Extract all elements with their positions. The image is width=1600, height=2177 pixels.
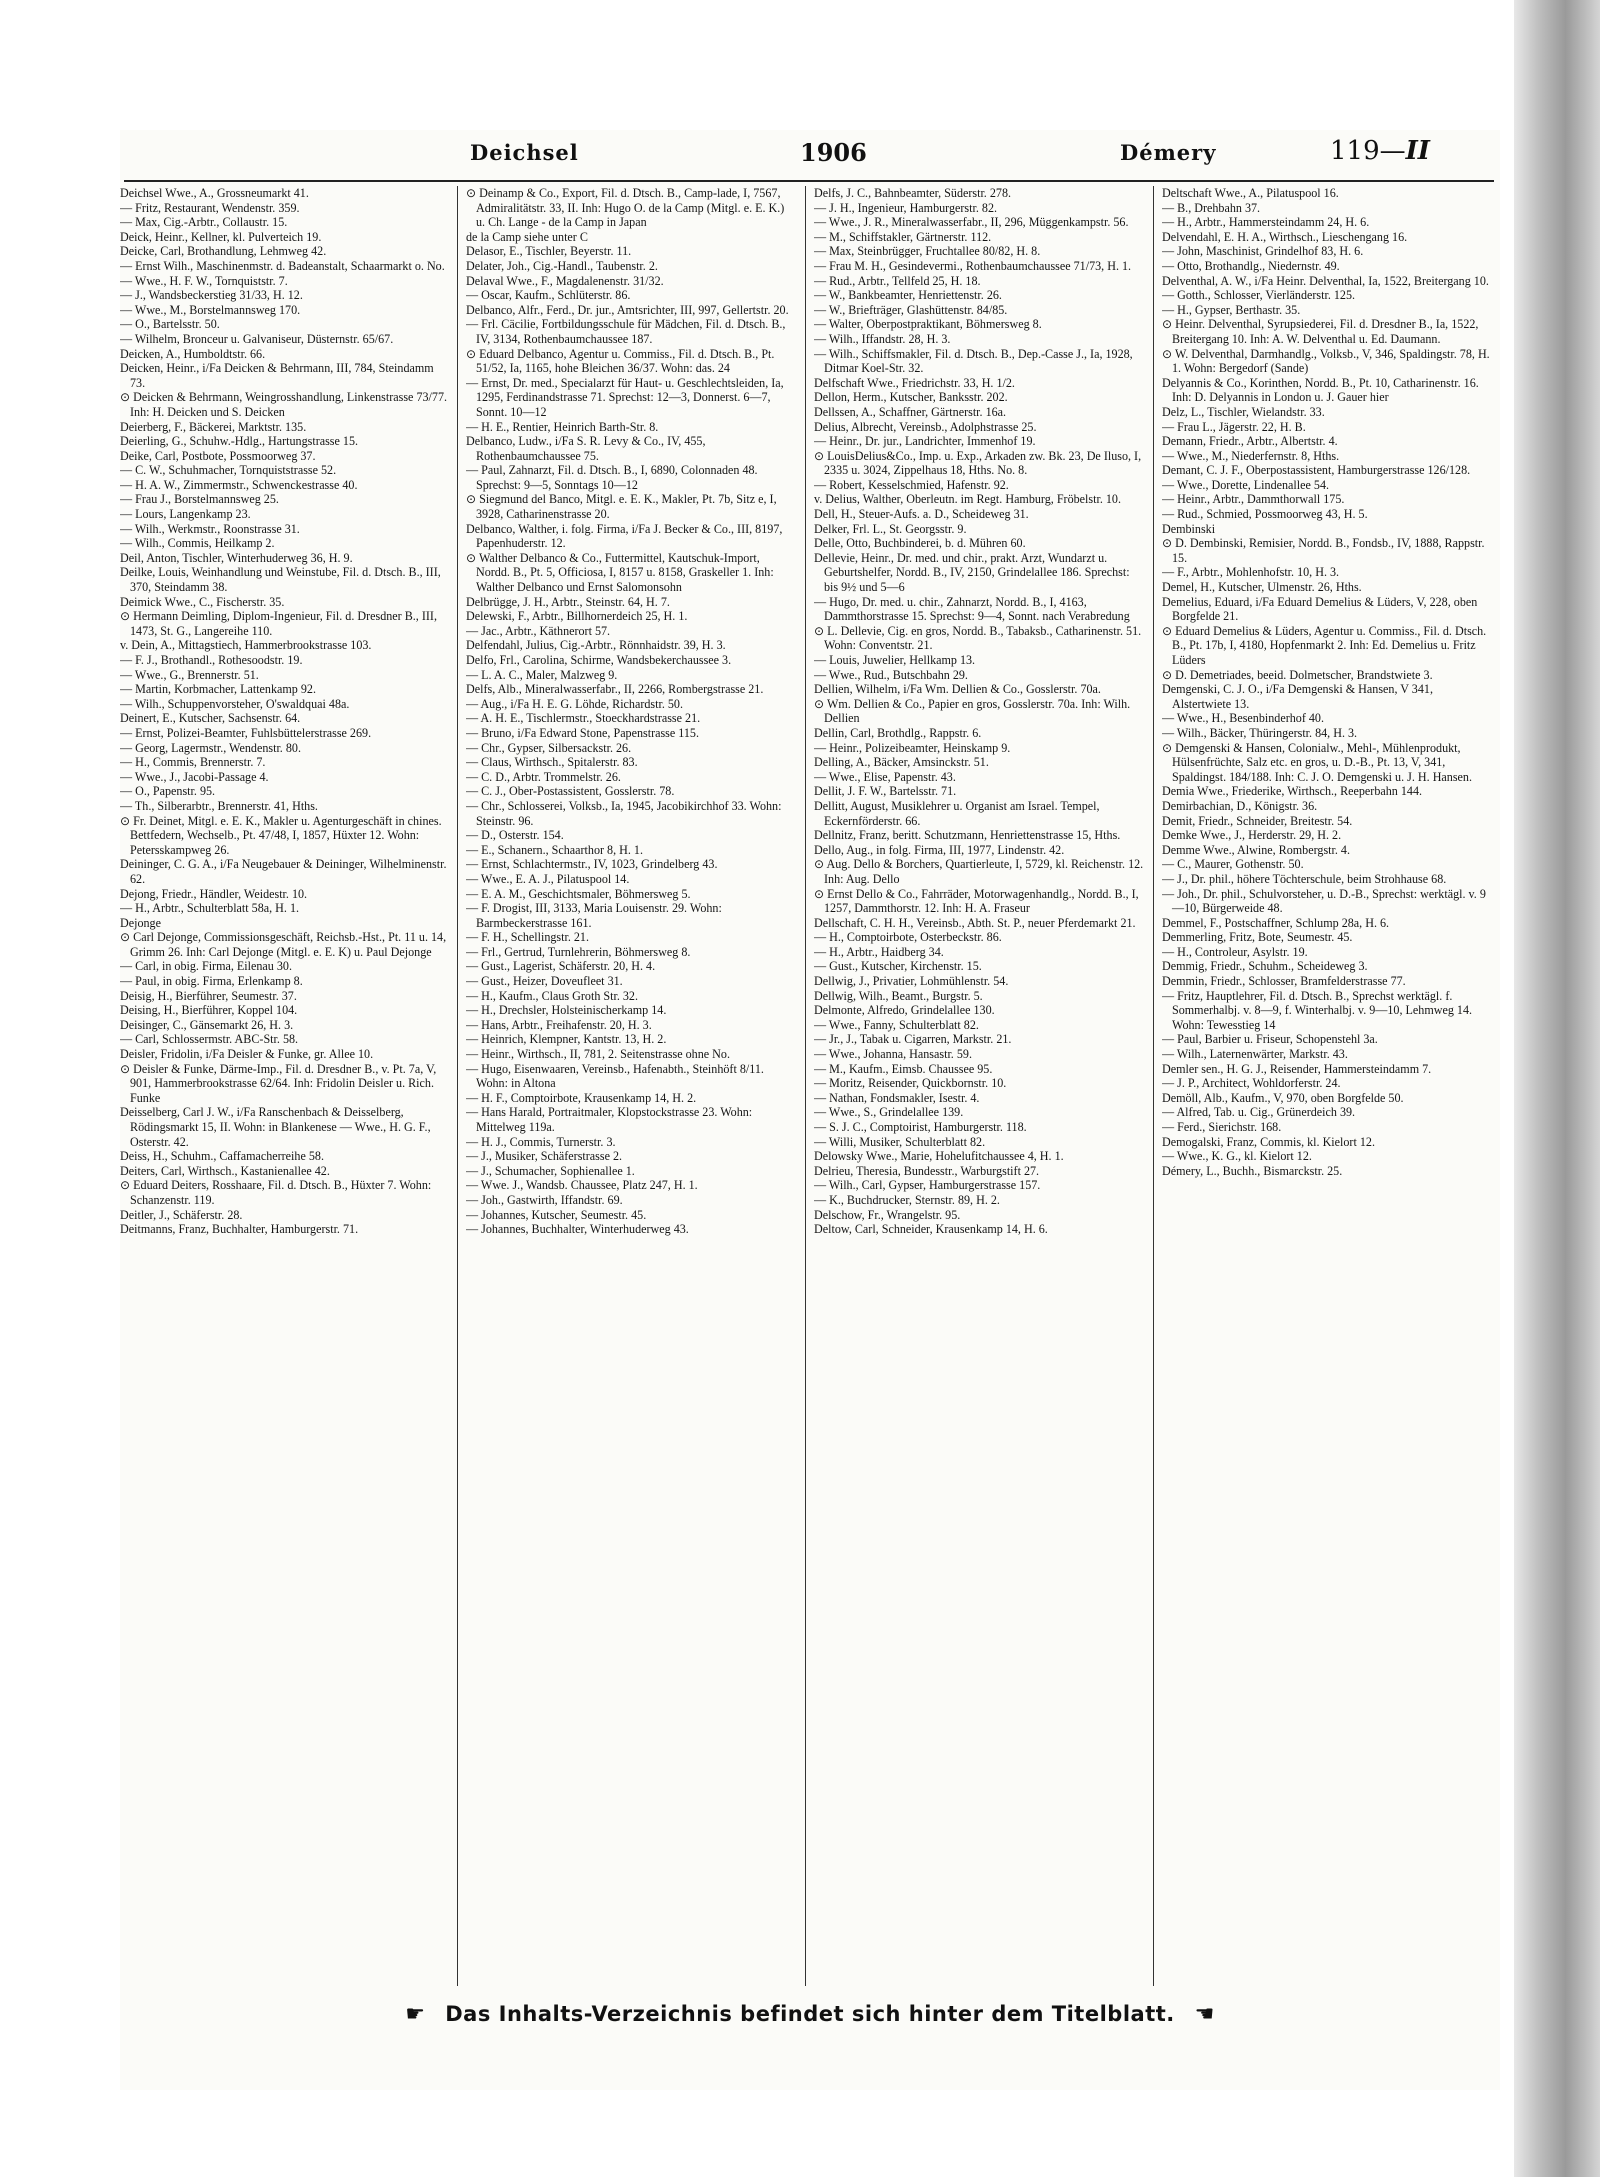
column-divider <box>457 186 458 1986</box>
directory-entry: — H., Controleur, Asylstr. 19. <box>1162 944 1308 959</box>
directory-entry: ⊙ Walther Delbanco & Co., Futtermittel, Kautschuk-Import, Nordd. B., Pt. 5, Officiosa, I, 8157 u. 8158, Graskeller 1. Inh: Walther Delbanco und Ernst Salomonsohn <box>466 550 774 595</box>
directory-entry: — Wwe., H., Besenbinderhof 40. <box>1162 711 1325 726</box>
directory-entry: Delater, Joh., Cig.-Handl., Taubenstr. 2. <box>466 258 658 273</box>
directory-entry: Delbanco, Alfr., Ferd., Dr. jur., Amtsrichter, III, 997, Gellertstr. 20. <box>466 302 789 317</box>
directory-entry: Deinert, E., Kutscher, Sachsenstr. 64. <box>120 711 301 726</box>
directory-entry: Delventhal, A. W., i/Fa Heinr. Delventhal, Ia, 1522, Breitergang 10. <box>1162 273 1489 288</box>
directory-entry: — Ernst, Dr. med., Specialarzt für Haut- u. Geschlechtsleiden, Ia, 1295, Ferdinandstrasse 71. Sprechst: 12—3, Donnerst. 6—7, Sonnt. 10—12 <box>466 375 784 419</box>
directory-entry: Demit, Friedr., Schneider, Breitestr. 54. <box>1162 813 1353 828</box>
directory-entry: — Wwe., S., Grindelallee 139. <box>814 1105 964 1120</box>
directory-entry: — Rud., Arbtr., Tellfeld 25, H. 18. <box>814 273 981 288</box>
directory-entry: Demme Wwe., Alwine, Rombergstr. 4. <box>1162 842 1350 857</box>
directory-entry: Deisler, Fridolin, i/Fa Deisler & Funke, gr. Allee 10. <box>120 1047 374 1062</box>
directory-entry: — H., Gypser, Berthastr. 35. <box>1162 302 1301 317</box>
directory-entry: — B., Drehbahn 37. <box>1162 200 1261 215</box>
directory-entry: Deicken, A., Humboldtstr. 66. <box>120 346 266 361</box>
directory-entry: Dellevie, Heinr., Dr. med. und chir., prakt. Arzt, Wundarzt u. Geburtshelfer, Nordd. B., IV, 2150, Grindelallee 186. Sprechst: bis 9½ und 5—6 <box>814 550 1130 595</box>
directory-entry: — Wwe. J., Wandsb. Chaussee, Platz 247, H. 1. <box>466 1178 698 1193</box>
directory-entry: Delling, A., Bäcker, Amsinckstr. 51. <box>814 755 989 770</box>
directory-entry: Deininger, C. G. A., i/Fa Neugebauer & Deininger, Wilhelminenstr. 62. <box>120 857 447 886</box>
directory-entry: — Max, Steinbrügger, Fruchtallee 80/82, H. 8. <box>814 244 1041 259</box>
directory-entry: — H. J., Commis, Turnerstr. 3. <box>466 1134 616 1149</box>
directory-entry: — Wwe., H. F. W., Tornquiststr. 7. <box>120 273 288 288</box>
scan-edge-shadow <box>1514 0 1600 2177</box>
directory-entry: — H. E., Rentier, Heinrich Barth-Str. 8. <box>466 419 659 434</box>
directory-entry: — Robert, Kesselschmied, Hafenstr. 92. <box>814 477 1009 492</box>
directory-entry: Deitmanns, Franz, Buchhalter, Hamburgerstr. 71. <box>120 1222 359 1237</box>
directory-entry: — Wwe., K. G., kl. Kielort 12. <box>1162 1149 1312 1164</box>
directory-entry: — Wwe., Fanny, Schulterblatt 82. <box>814 1017 979 1032</box>
directory-entry: — F., Arbtr., Mohlenhofstr. 10, H. 3. <box>1162 565 1340 580</box>
directory-entry: Delyannis & Co., Korinthen, Nordd. B., Pt. 10, Catharinenstr. 16. Inh: D. Delyannis in London u. J. Gauer hier <box>1162 375 1479 405</box>
directory-entry: Demöll, Alb., Kaufm., V, 970, oben Borgfelde 50. <box>1162 1090 1404 1105</box>
directory-entry: — Frau M. H., Gesindevermi., Rothenbaumchaussee 71/73, H. 1. <box>814 258 1132 273</box>
directory-entry: — Max, Cig.-Arbtr., Collaustr. 15. <box>120 215 288 230</box>
directory-entry: — E., Schanern., Schaarthor 8, H. 1. <box>466 842 643 857</box>
directory-entry: — Otto, Brothandlg., Niedernstr. 49. <box>1162 258 1340 273</box>
directory-entry: — D., Osterstr. 154. <box>466 828 564 843</box>
directory-entry: ⊙ W. Delventhal, Darmhandlg., Volksb., V, 346, Spaldingstr. 78, H. 1. Wohn: Bergedorf (Sande) <box>1162 346 1490 376</box>
directory-entry: Deicken, Heinr., i/Fa Deicken & Behrmann, III, 784, Steindamm 73. <box>120 361 434 390</box>
directory-entry: — Heinrich, Klempner, Kantstr. 13, H. 2. <box>466 1032 667 1047</box>
directory-entry: Dello, Aug., in folg. Firma, III, 1977, Lindenstr. 42. <box>814 842 1065 857</box>
directory-entry: Demmerling, Fritz, Bote, Seumestr. 45. <box>1162 930 1353 945</box>
directory-entry: Dellwig, J., Privatier, Lohmühlenstr. 54. <box>814 974 1009 989</box>
directory-entry: — Frl. Cäcilie, Fortbildungsschule für Mädchen, Fil. d. Dtsch. B., IV, 3134, Rothenbaumchaussee 187. <box>466 317 786 346</box>
directory-entry: Delfo, Frl., Carolina, Schirme, Wandsbekerchaussee 3. <box>466 653 732 667</box>
directory-entry: — Moritz, Reisender, Quickbornstr. 10. <box>814 1076 1007 1091</box>
directory-entry: Dejonge <box>120 915 161 930</box>
directory-entry: Deltschaft Wwe., A., Pilatuspool 16. <box>1162 186 1339 200</box>
directory-entry: — Willi, Musiker, Schulterblatt 82. <box>814 1134 986 1149</box>
directory-entry: — W., Briefträger, Glashüttenstr. 84/85. <box>814 302 1008 317</box>
column-divider <box>1153 186 1154 1986</box>
directory-entry: — Gust., Kutscher, Kirchenstr. 15. <box>814 959 982 974</box>
directory-entry: — Wilh., Werkmstr., Roonstrasse 31. <box>120 521 300 536</box>
footer-notice <box>120 2002 1500 2042</box>
directory-entry: ⊙ Ernst Dello & Co., Fahrräder, Motorwagenhandlg., Nordd. B., I, 1257, Dammthorstr. 12. Inh: H. A. Fraseur <box>814 886 1139 916</box>
directory-entry: ⊙ LouisDelius&Co., Imp. u. Exp., Arkaden zw. Bk. 23, De Iluso, I, 2335 u. 3024, Zippelhaus 18, Hths. No. 8. <box>814 448 1142 478</box>
directory-entry: — Ernst, Schlachtermstr., IV, 1023, Grindelberg 43. <box>466 857 718 872</box>
directory-entry: — Wwe., Johanna, Hansastr. 59. <box>814 1047 972 1062</box>
directory-entry: Dellschaft, C. H. H., Vereinsb., Abth. St. P., neuer Pferdemarkt 21. <box>814 915 1136 930</box>
directory-entry: Demmel, F., Postschaffner, Schlump 28a, H. 6. <box>1162 915 1390 930</box>
directory-entry: — Frau L., Jägerstr. 22, H. B. <box>1162 419 1306 434</box>
directory-entry: — Carl, Schlossermstr. ABC-Str. 58. <box>120 1032 299 1047</box>
directory-entry: — C. W., Schuhmacher, Tornquiststrasse 52. <box>120 463 337 478</box>
directory-entry: Dejong, Friedr., Händler, Weidestr. 10. <box>120 886 308 901</box>
directory-entry: Delker, Frl. L., St. Georgsstr. 9. <box>814 521 967 536</box>
directory-entry: — Paul, in obig. Firma, Erlenkamp 8. <box>120 974 303 989</box>
directory-entry: — J. H., Ingenieur, Hamburgerstr. 82. <box>814 200 998 215</box>
directory-entry: Delz, L., Tischler, Wielandstr. 33. <box>1162 404 1325 419</box>
directory-entry: — Wilhelm, Bronceur u. Galvaniseur, Düsternstr. 65/67. <box>120 331 394 346</box>
directory-entry: v. Delius, Walther, Oberleutn. im Regt. Hamburg, Fröbelstr. 10. <box>814 492 1122 507</box>
directory-entry: Delmonte, Alfredo, Grindelallee 130. <box>814 1003 995 1018</box>
directory-entry: — J. P., Architect, Wohldorferstr. 24. <box>1162 1076 1341 1091</box>
directory-entry: Demirbachian, D., Königstr. 36. <box>1162 798 1318 813</box>
directory-entry: — C. D., Arbtr. Trommelstr. 26. <box>466 769 621 784</box>
directory-entry: — Wwe., Rud., Butschbahn 29. <box>814 667 968 682</box>
directory-entry: — Wwe., J., Jacobi-Passage 4. <box>120 769 269 784</box>
entries-columns <box>120 186 1500 1996</box>
header-rule <box>124 180 1494 182</box>
header-last-name: Démery <box>1120 140 1217 165</box>
directory-entry: — H. A. W., Zimmermstr., Schwenckestrasse 40. <box>120 477 358 492</box>
directory-entry: Demogalski, Franz, Commis, kl. Kielort 12. <box>1162 1134 1375 1149</box>
directory-entry: ⊙ Siegmund del Banco, Mitgl. e. E. K., Makler, Pt. 7b, Sitz e, I, 3928, Catharinenstrasse 20. <box>466 492 777 522</box>
directory-entry: Demelius, Eduard, i/Fa Eduard Demelius & Lüders, V, 228, oben Borgfelde 21. <box>1162 594 1478 624</box>
directory-entry: — Johannes, Buchhalter, Winterhuderweg 43. <box>466 1222 689 1237</box>
directory-entry: — Wilh., Iffandstr. 28, H. 3. <box>814 331 951 346</box>
directory-entry: — Hans, Arbtr., Freihafenstr. 20, H. 3. <box>466 1017 652 1032</box>
directory-entry: Demke Wwe., J., Herderstr. 29, H. 2. <box>1162 828 1342 843</box>
directory-entry: ⊙ Aug. Dello & Borchers, Quartierleute, I, 5729, kl. Reichenstr. 12. Inh: Aug. Dello <box>814 857 1144 886</box>
directory-entry: — Claus, Wirthsch., Spitalerstr. 83. <box>466 755 638 770</box>
directory-entry: Delfs, J. C., Bahnbeamter, Süderstr. 278. <box>814 186 1012 200</box>
directory-entry: — F. H., Schellingstr. 21. <box>466 930 589 945</box>
directory-entry: — Joh., Gastwirth, Iffandstr. 69. <box>466 1192 623 1207</box>
directory-entry: Dellssen, A., Schaffner, Gärtnerstr. 16a. <box>814 404 1007 419</box>
directory-entry: — Wilh., Schuppenvorsteher, O'swaldquai 48a. <box>120 696 350 711</box>
directory-entry: Delbrügge, J. H., Arbtr., Steinstr. 64, H. 7. <box>466 594 670 609</box>
directory-entry: Delewski, F., Arbtr., Billhornerdeich 25, H. 1. <box>466 609 688 624</box>
directory-entry: v. Dein, A., Mittagstiech, Hammerbrookstrasse 103. <box>120 638 372 653</box>
directory-entry: — Wwe., J. R., Mineralwasserfabr., II, 296, Müggenkampstr. 56. <box>814 215 1129 230</box>
directory-entry: ⊙ D. Dembinski, Remisier, Nordd. B., Fondsb., IV, 1888, Rappstr. 15. <box>1162 536 1485 565</box>
directory-entry: — Gust., Heizer, Doveufleet 31. <box>466 974 623 989</box>
directory-entry: Deising, H., Bierführer, Koppel 104. <box>120 1003 298 1018</box>
directory-entry: — M., Schiffstakler, Gärtnerstr. 112. <box>814 229 992 244</box>
directory-entry: — Nathan, Fondsmakler, Isestr. 4. <box>814 1090 980 1105</box>
page-number: 119—II <box>1330 136 1430 166</box>
directory-entry: Delfschaft Wwe., Friedrichstr. 33, H. 1/2. <box>814 375 1015 390</box>
directory-entry: — Joh., Dr. phil., Schulvorsteher, u. D.-B., Sprechst: werktägl. v. 9—10, Bürgerweide 48. <box>1162 886 1486 916</box>
directory-entry: — H., Arbtr., Hammersteindamm 24, H. 6. <box>1162 215 1370 230</box>
directory-entry: ⊙ Eduard Delbanco, Agentur u. Commiss., Fil. d. Dtsch. B., Pt. 51/52, Ia, 1165, hohe Bleichen 36/37. Wohn: das. 24 <box>466 346 775 376</box>
directory-entry: Demler sen., H. G. J., Reisender, Hammersteindamm 7. <box>1162 1061 1432 1076</box>
directory-entry: — Bruno, i/Fa Edward Stone, Papenstrasse 115. <box>466 725 699 740</box>
directory-entry: Deick, Heinr., Kellner, kl. Pulverteich 19. <box>120 229 322 244</box>
pointing-hand-right-icon: ☛ <box>405 2002 426 2027</box>
directory-entry: Delvendahl, E. H. A., Wirthsch., Lieschengang 16. <box>1162 229 1408 244</box>
directory-entry: — Gotth., Schlosser, Vierländerstr. 125. <box>1162 288 1356 303</box>
directory-entry: Deisig, H., Bierführer, Seumestr. 37. <box>120 988 297 1003</box>
directory-entry: — Gust., Lagerist, Schäferstr. 20, H. 4. <box>466 959 656 974</box>
directory-entry: Deiters, Carl, Wirthsch., Kastanienallee 42. <box>120 1163 330 1178</box>
directory-entry: — Chr., Gypser, Silbersackstr. 26. <box>466 740 632 755</box>
directory-entry: — Ernst Wilh., Maschinenmstr. d. Badeanstalt, Schaarmarkt o. No. <box>120 258 445 273</box>
running-head <box>120 130 1500 170</box>
directory-entry: — H., Drechsler, Holsteinischerkamp 14. <box>466 1003 667 1018</box>
directory-entry: Demmin, Friedr., Schlosser, Bramfelderstrasse 77. <box>1162 974 1406 989</box>
directory-entry: Delbanco, Ludw., i/Fa S. R. Levy & Co., IV, 455, Rothenbaumchaussee 75. <box>466 434 706 463</box>
directory-entry: — John, Maschinist, Grindelhof 83, H. 6. <box>1162 244 1364 259</box>
directory-entry: Delfs, Alb., Mineralwasserfabr., II, 2266, Rombergstrasse 21. <box>466 682 764 697</box>
directory-entry: Deilke, Louis, Weinhandlung und Weinstube, Fil. d. Dtsch. B., III, 370, Steindamm 38. <box>120 565 441 595</box>
directory-entry: ⊙ Deicken & Behrmann, Weingrosshandlung, Linkenstrasse 73/77. Inh: H. Deicken und S. Deicken <box>120 390 448 419</box>
directory-entry: — C., Maurer, Gothenstr. 50. <box>1162 857 1304 872</box>
directory-entry: Deike, Carl, Postbote, Possmoorweg 37. <box>120 448 316 463</box>
directory-entry: — J., Dr. phil., höhere Töchterschule, beim Strohhause 68. <box>1162 871 1447 886</box>
directory-entry: — Walter, Oberpostpraktikant, Böhmersweg 8. <box>814 317 1042 332</box>
directory-entry: Demmig, Friedr., Schuhm., Scheideweg 3. <box>1162 959 1368 974</box>
directory-entry: Dellien, Wilhelm, i/Fa Wm. Dellien & Co., Gosslerstr. 70a. <box>814 682 1101 697</box>
directory-entry: Deicke, Carl, Brothandlung, Lehmweg 42. <box>120 244 327 259</box>
directory-page <box>120 130 1500 2090</box>
directory-entry: — Wilh., Schiffsmakler, Fil. d. Dtsch. B., Dep.-Casse J., Ia, 1928, Ditmar Koel-Str. 32. <box>814 346 1133 376</box>
column-2 <box>466 186 796 1991</box>
directory-entry: — Martin, Korbmacher, Lattenkamp 92. <box>120 682 316 697</box>
directory-entry: Delius, Albrecht, Vereinsb., Adolphstrasse 25. <box>814 419 1037 434</box>
column-divider <box>805 186 806 1986</box>
directory-entry: ⊙ Carl Dejonge, Commissionsgeschäft, Reichsb.-Hst., Pt. 11 u. 14, Grimm 26. Inh: Carl Dejonge (Mitgl. e. E. K) u. Paul Dejonge <box>120 930 447 959</box>
directory-entry: Deisselberg, Carl J. W., i/Fa Ranschenbach & Deisselberg, Rödingsmarkt 15, II. Wohn: in Blankenese — Wwe., H. G. F., Osterstr. 42. <box>120 1105 431 1149</box>
directory-entry: ⊙ Eduard Demelius & Lüders, Agentur u. Commiss., Fil. d. Dtsch. B., Pt. 17b, I, 4180, Hopfenmarkt 2. Inh: Ed. Demelius u. Fritz Lüders <box>1162 623 1487 667</box>
directory-entry: — K., Buchdrucker, Sternstr. 89, H. 2. <box>814 1192 1000 1207</box>
directory-entry: — Wwe., M., Niederfernstr. 8, Hths. <box>1162 448 1340 463</box>
directory-entry: Dembinski <box>1162 521 1216 536</box>
directory-entry: Demant, C. J. F., Oberpostassistent, Hamburgerstrasse 126/128. <box>1162 463 1471 478</box>
directory-entry: Delowsky Wwe., Marie, Hohelufitchaussee 4, H. 1. <box>814 1149 1064 1164</box>
directory-entry: Deiss, H., Schuhm., Caffamacherreihe 58. <box>120 1149 324 1164</box>
directory-entry: — Hugo, Eisenwaaren, Vereinsb., Hafenabth., Steinhöft 8/11. Wohn: in Altona <box>466 1061 764 1091</box>
directory-entry: Démery, L., Buchh., Bismarckstr. 25. <box>1162 1163 1343 1178</box>
header-first-name: Deichsel <box>470 140 579 165</box>
directory-entry: Delasor, E., Tischler, Beyerstr. 11. <box>466 244 632 259</box>
directory-entry: — J., Schumacher, Sophienallee 1. <box>466 1163 635 1178</box>
directory-entry: — Johannes, Kutscher, Seumestr. 45. <box>466 1207 647 1222</box>
directory-entry: Dellnitz, Franz, beritt. Schutzmann, Henriettenstrasse 15, Hths. <box>814 828 1121 843</box>
directory-entry: — Wwe., E. A. J., Pilatuspool 14. <box>466 871 630 886</box>
directory-entry: Dellit, J. F. W., Bartelsstr. 71. <box>814 784 957 799</box>
directory-entry: — Chr., Schlosserei, Volksb., Ia, 1945, Jacobikirchhof 33. Wohn: Steinstr. 96. <box>466 798 782 828</box>
directory-entry: — Hans Harald, Portraitmaler, Klopstockstrasse 23. Wohn: Mittelweg 119a. <box>466 1105 753 1134</box>
directory-entry: Dellwig, Wilh., Beamt., Burgstr. 5. <box>814 988 983 1003</box>
directory-entry: — Frl., Gertrud, Turnlehrerin, Böhmersweg 8. <box>466 944 691 959</box>
directory-entry: — Wwe., M., Borstelmannsweg 170. <box>120 302 301 317</box>
directory-entry: — O., Papenstr. 95. <box>120 784 216 799</box>
directory-entry: Deierling, G., Schuhw.-Hdlg., Hartungstrasse 15. <box>120 434 359 449</box>
directory-entry: Deil, Anton, Tischler, Winterhuderweg 36, H. 9. <box>120 550 353 565</box>
directory-entry: — Hugo, Dr. med. u. chir., Zahnarzt, Nordd. B., I, 4163, Dammthorstrasse 15. Sprechst: 9—4, Sonnt. nach Verabredung <box>814 594 1130 624</box>
directory-entry: — Ferd., Sierichstr. 168. <box>1162 1120 1282 1134</box>
directory-entry: Dellon, Herm., Kutscher, Banksstr. 202. <box>814 390 1008 405</box>
directory-entry: — A. H. E., Tischlermstr., Stoeckhardstrasse 21. <box>466 711 701 726</box>
directory-entry: de la Camp siehe unter C <box>466 229 588 244</box>
directory-entry: — H., Kaufm., Claus Groth Str. 32. <box>466 988 638 1003</box>
directory-entry: ⊙ L. Dellevie, Cig. en gros, Nordd. B., Tabaksb., Catharinenstr. 51. Wohn: Conventstr. 21. <box>814 623 1142 653</box>
directory-entry: — Carl, in obig. Firma, Eilenau 30. <box>120 959 292 974</box>
directory-entry: — F. J., Brothandl., Rothesoodstr. 19. <box>120 653 303 667</box>
directory-entry: — J., Musiker, Schäferstrasse 2. <box>466 1149 623 1164</box>
directory-entry: Dellin, Carl, Brothdlg., Rappstr. 6. <box>814 725 982 740</box>
directory-entry: — L. A. C., Maler, Malzweg 9. <box>466 667 618 682</box>
directory-entry: ⊙ Wm. Dellien & Co., Papier en gros, Gosslerstr. 70a. Inh: Wilh. Dellien <box>814 696 1131 726</box>
directory-entry: Deierberg, F., Bäckerei, Marktstr. 135. <box>120 419 307 434</box>
directory-entry: Delschow, Fr., Wrangelstr. 95. <box>814 1207 961 1222</box>
directory-entry: — Georg, Lagermstr., Wendenstr. 80. <box>120 740 301 755</box>
directory-entry: — Wwe., Elise, Papenstr. 43. <box>814 769 956 784</box>
directory-entry: — Wwe., G., Brennerstr. 51. <box>120 667 259 682</box>
directory-entry: — Oscar, Kaufm., Schlüterstr. 86. <box>466 288 631 303</box>
column-3 <box>814 186 1144 1991</box>
directory-entry: — C. J., Ober-Postassistent, Gosslerstr. 78. <box>466 784 675 799</box>
directory-entry: Demann, Friedr., Arbtr., Albertstr. 4. <box>1162 434 1338 449</box>
directory-entry: — Paul, Zahnarzt, Fil. d. Dtsch. B., I, 6890, Colonnaden 48. Sprechst: 9—5, Sonntags 10—12 <box>466 463 758 492</box>
directory-entry: Demgenski, C. J. O., i/Fa Demgenski & Hansen, V 341, Alstertwiete 13. <box>1162 682 1433 711</box>
directory-entry: ⊙ Heinr. Delventhal, Syrupsiederei, Fil. d. Dresdner B., Ia, 1522, Breitergang 10. Inh: A. W. Delventhal u. Ed. Daumann. <box>1162 317 1479 346</box>
directory-entry: — Th., Silberarbtr., Brennerstr. 41, Hths. <box>120 798 318 813</box>
directory-entry: — J., Wandsbeckerstieg 31/33, H. 12. <box>120 288 303 303</box>
directory-entry: — Aug., i/Fa H. E. G. Löhde, Richardstr. 50. <box>466 696 683 711</box>
directory-entry: Demia Wwe., Friederike, Wirthsch., Reeperbahn 144. <box>1162 784 1423 799</box>
directory-entry: Deltow, Carl, Schneider, Krausenkamp 14, H. 6. <box>814 1222 1048 1237</box>
directory-entry: — Heinr., Wirthsch., II, 781, 2. Seitenstrasse ohne No. <box>466 1047 730 1062</box>
footer-text: Das Inhalts-Verzeichnis befindet sich hinter dem Titelblatt. <box>445 2002 1175 2026</box>
directory-entry: — Louis, Juwelier, Hellkamp 13. <box>814 653 976 667</box>
directory-entry: — Wilh., Bäcker, Thüringerstr. 84, H. 3. <box>1162 725 1358 740</box>
directory-entry: Dellitt, August, Musiklehrer u. Organist am Israel. Tempel, Eckernförderstr. 66. <box>814 798 1100 828</box>
directory-entry: — Fritz, Hauptlehrer, Fil. d. Dtsch. B., Sprechst werktägl. f. Sommerhalbj. v. 8—9, f. Winterhalbj. v. 9—10, Lehmweg 14. Wohn: Tewesstieg 14 <box>1162 988 1473 1032</box>
page-suffix: II <box>1405 136 1430 166</box>
directory-entry: Dell, H., Steuer-Aufs. a. D., Scheideweg 31. <box>814 507 1029 522</box>
header-year: 1906 <box>800 138 867 167</box>
directory-entry: — F. Drogist, III, 3133, Maria Louisenstr. 29. Wohn: Barmbeckerstrasse 161. <box>466 901 722 930</box>
directory-entry: ⊙ Deinamp & Co., Export, Fil. d. Dtsch. B., Camp-lade, I, 7567, Admiralitätstr. 33, II. Inh: Hugo O. de la Camp (Mitgl. e. E. K.) u. Ch. Lange - de la Camp in Japan <box>466 186 785 230</box>
directory-entry: — W., Bankbeamter, Henriettenstr. 26. <box>814 288 1002 303</box>
directory-entry: — H., Arbtr., Schulterblatt 58a, H. 1. <box>120 901 300 916</box>
directory-entry: — Heinr., Dr. jur., Landrichter, Immenhof 19. <box>814 434 1036 449</box>
directory-entry: ⊙ Deisler & Funke, Därme-Imp., Fil. d. Dresdner B., v. Pt. 7a, V, 901, Hammerbrookstrasse 62/64. Inh: Fridolin Deisler u. Rich. Funke <box>120 1061 437 1105</box>
directory-entry: — Lours, Langenkamp 23. <box>120 507 251 522</box>
directory-entry: — Wilh., Carl, Gypser, Hamburgerstrasse 157. <box>814 1178 1041 1193</box>
directory-entry: — Jr., J., Tabak u. Cigarren, Markstr. 21. <box>814 1032 1012 1047</box>
directory-entry: Delfendahl, Julius, Cig.-Arbtr., Rönnhaidstr. 39, H. 3. <box>466 638 726 653</box>
directory-entry: Deimick Wwe., C., Fischerstr. 35. <box>120 594 285 609</box>
directory-entry: — Alfred, Tab. u. Cig., Grünerdeich 39. <box>1162 1105 1356 1120</box>
directory-entry: Demel, H., Kutscher, Ulmenstr. 26, Hths. <box>1162 580 1362 595</box>
directory-entry: ⊙ Demgenski & Hansen, Colonialw., Mehl-, Mühlenprodukt, Hülsenfrüchte, Salz etc. en gros, u. D.-B., Pt. 13, V, 341, Spaldingst. 184/188. Inh: C. J. O. Demgenski u. J. H. Hansen. <box>1162 740 1472 784</box>
directory-entry: — M., Kaufm., Eimsb. Chaussee 95. <box>814 1061 993 1076</box>
directory-entry: — Ernst, Polizei-Beamter, Fuhlsbüttelerstrasse 269. <box>120 725 372 740</box>
column-1 <box>120 186 448 1991</box>
directory-entry: — H., Comptoirbote, Osterbeckstr. 86. <box>814 930 1002 945</box>
directory-entry: — H., Commis, Brennerstr. 7. <box>120 755 266 770</box>
directory-entry: — Fritz, Restaurant, Wendenstr. 359. <box>120 200 300 215</box>
directory-entry: — Wilh., Laternenwärter, Markstr. 43. <box>1162 1047 1348 1062</box>
directory-entry: — Frau J., Borstelmannsweg 25. <box>120 492 279 507</box>
directory-entry: — Wwe., Dorette, Lindenallee 54. <box>1162 477 1330 492</box>
directory-entry: Deisinger, C., Gänsemarkt 26, H. 3. <box>120 1017 294 1032</box>
directory-entry: — Paul, Barbier u. Friseur, Schopenstehl 3a. <box>1162 1032 1378 1047</box>
directory-entry: — Heinr., Polizeibeamter, Heinskamp 9. <box>814 740 1011 755</box>
directory-entry: — Jac., Arbtr., Käthnerort 57. <box>466 623 611 638</box>
directory-entry: Deitler, J., Schäferstr. 28. <box>120 1207 243 1222</box>
pointing-hand-left-icon: ☚ <box>1194 2002 1215 2027</box>
directory-entry: — H., Arbtr., Haidberg 34. <box>814 944 944 959</box>
column-4 <box>1162 186 1494 1991</box>
directory-entry: — E. A. M., Geschichtsmaler, Böhmersweg 5. <box>466 886 691 901</box>
directory-entry: Delbanco, Walther, i. folg. Firma, i/Fa J. Becker & Co., III, 8197, Papenhuderstr. 12. <box>466 521 783 551</box>
directory-entry: Delrieu, Theresia, Bundesstr., Warburgstift 27. <box>814 1163 1040 1178</box>
directory-entry: ⊙ Hermann Deimling, Diplom-Ingenieur, Fil. d. Dresdner B., III, 1473, St. G., Langereihe 110. <box>120 609 437 638</box>
directory-entry: — H. F., Comptoirbote, Krausenkamp 14, H. 2. <box>466 1090 697 1105</box>
directory-entry: — Rud., Schmied, Possmoorweg 43, H. 5. <box>1162 507 1368 522</box>
directory-entry: Delle, Otto, Buchbinderei, b. d. Mühren 60. <box>814 536 1026 551</box>
directory-entry: ⊙ D. Demetriades, beeid. Dolmetscher, Brandstwiete 3. <box>1162 667 1433 682</box>
directory-entry: ⊙ Fr. Deinet, Mitgl. e. E. K., Makler u. Agenturgeschäft in chines. Bettfedern, Wechselb., Pt. 47/48, I, 1857, Hüxter 12. Wohn: Petersskampweg 26. <box>120 813 442 857</box>
directory-entry: ⊙ Eduard Deiters, Rosshaare, Fil. d. Dtsch. B., Hüxter 7. Wohn: Schanzenstr. 119. <box>120 1178 432 1207</box>
directory-entry: Deichsel Wwe., A., Grossneumarkt 41. <box>120 186 309 200</box>
directory-entry: — O., Bartelsstr. 50. <box>120 317 220 332</box>
directory-entry: Delaval Wwe., F., Magdalenenstr. 31/32. <box>466 273 664 288</box>
directory-entry: — S. J. C., Comptoirist, Hamburgerstr. 118. <box>814 1120 1027 1134</box>
directory-entry: — Wilh., Commis, Heilkamp 2. <box>120 536 275 551</box>
directory-entry: — Heinr., Arbtr., Dammthorwall 175. <box>1162 492 1345 507</box>
